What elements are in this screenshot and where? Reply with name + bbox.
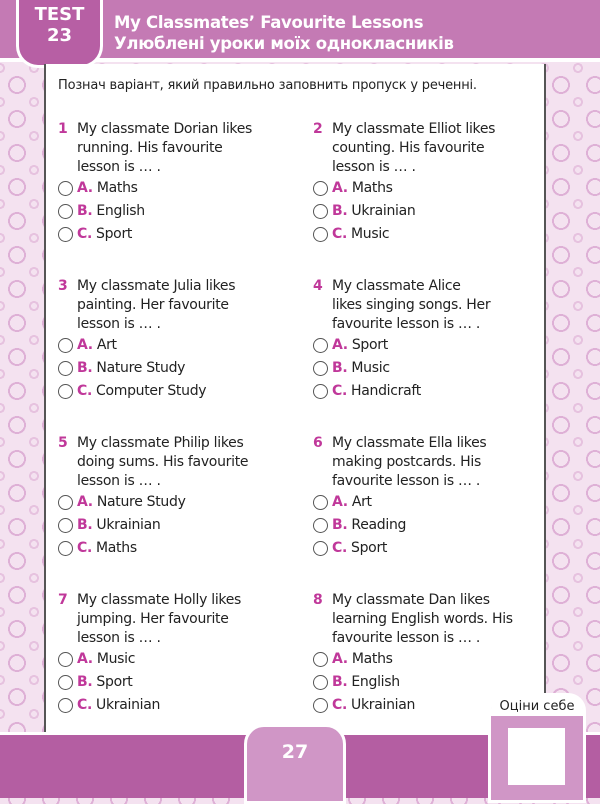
radio-button[interactable] [313, 698, 328, 713]
question-number: 3 [58, 278, 68, 294]
stem-line: My classmate Alice [332, 278, 461, 294]
answer-option[interactable] [313, 223, 543, 246]
option-text: Music [96, 651, 136, 667]
stem-line: lesson is … . [332, 159, 416, 175]
option-text: Nature Study [96, 360, 186, 376]
answer-option[interactable] [313, 491, 543, 514]
stem-line: lesson is … . [77, 316, 161, 332]
stem-line: making postcards. His [332, 454, 481, 470]
option-text: Ukrainian [96, 697, 161, 713]
radio-button[interactable] [58, 698, 73, 713]
radio-button[interactable] [313, 495, 328, 510]
option-letter: A. [332, 337, 348, 353]
stem-line: My classmate Dan likes [332, 592, 490, 608]
option-letter: C. [77, 383, 92, 399]
option-letter: C. [77, 226, 92, 242]
option-letter: A. [77, 337, 93, 353]
answer-option[interactable] [58, 648, 288, 671]
answer-option[interactable] [313, 380, 543, 403]
option-letter: B. [77, 674, 93, 690]
question-stem [313, 277, 543, 334]
question-stem [58, 120, 288, 177]
answer-option[interactable] [313, 357, 543, 380]
page-number: 27 [244, 724, 346, 804]
answer-option[interactable] [58, 177, 288, 200]
option-text: Maths [96, 540, 137, 556]
radio-button[interactable] [313, 675, 328, 690]
answer-option[interactable] [313, 671, 543, 694]
stem-line: My classmate Philip likes [77, 435, 244, 451]
radio-button[interactable] [58, 361, 73, 376]
stem-line: doing sums. His favourite [77, 454, 249, 470]
option-letter: A. [332, 651, 348, 667]
radio-button[interactable] [313, 541, 328, 556]
option-letter: B. [332, 203, 348, 219]
option-text: Maths [351, 180, 393, 196]
option-text: Art [96, 337, 117, 353]
option-letter: A. [77, 180, 93, 196]
option-text: Music [351, 226, 390, 242]
radio-button[interactable] [313, 518, 328, 533]
question-number: 5 [58, 435, 68, 451]
answer-option[interactable] [58, 357, 288, 380]
radio-button[interactable] [58, 518, 73, 533]
question-number: 6 [313, 435, 323, 451]
option-text: Ukrainian [96, 517, 161, 533]
question-stem [313, 120, 543, 177]
option-text: English [351, 674, 400, 690]
stem-line: lesson is … . [77, 473, 161, 489]
radio-button[interactable] [58, 675, 73, 690]
test-label: TEST [34, 4, 85, 25]
stem-line: My classmate Julia likes [77, 278, 236, 294]
answer-option[interactable] [58, 514, 288, 537]
answer-option[interactable] [313, 648, 543, 671]
question-number: 7 [58, 592, 68, 608]
option-text: Music [351, 360, 390, 376]
option-letter: B. [77, 517, 93, 533]
radio-button[interactable] [313, 181, 328, 196]
option-text: Ukrainian [351, 203, 416, 219]
option-letter: C. [332, 540, 347, 556]
stem-line: My classmate Ella likes [332, 435, 487, 451]
stem-line: counting. His favourite [332, 140, 485, 156]
radio-button[interactable] [58, 541, 73, 556]
stem-line: painting. Her favourite [77, 297, 229, 313]
answer-option[interactable] [58, 334, 288, 357]
option-letter: B. [77, 360, 93, 376]
stem-line: My classmate Holly likes [77, 592, 242, 608]
question-stem [313, 591, 543, 648]
answer-option[interactable] [58, 200, 288, 223]
self-assessment-box[interactable] [508, 728, 565, 785]
option-letter: B. [332, 517, 348, 533]
option-text: Art [351, 494, 372, 510]
option-letter: C. [332, 383, 347, 399]
stem-line: favourite lesson is … . [332, 473, 481, 489]
radio-button[interactable] [58, 204, 73, 219]
test-number: 23 [46, 25, 73, 46]
stem-line: lesson is … . [77, 159, 161, 175]
option-text: Maths [96, 180, 138, 196]
option-text: Handicraft [351, 383, 421, 399]
option-text: Reading [351, 517, 407, 533]
stem-line: learning English words. His [332, 611, 513, 627]
option-text: English [96, 203, 145, 219]
question-number: 2 [313, 121, 323, 137]
stem-line: My classmate Dorian likes [77, 121, 253, 137]
self-assessment-label: Оціни себе [491, 695, 583, 716]
question-4 [313, 277, 543, 403]
question-stem [58, 277, 288, 334]
option-letter: C. [332, 226, 347, 242]
option-letter: C. [77, 697, 92, 713]
option-text: Nature Study [96, 494, 186, 510]
radio-button[interactable] [58, 652, 73, 667]
title-ukrainian: Улюблені уроки моїх однокласників [114, 34, 454, 53]
option-text: Maths [351, 651, 393, 667]
stem-line: My classmate Elliot likes [332, 121, 496, 137]
radio-button[interactable] [58, 338, 73, 353]
radio-button[interactable] [313, 361, 328, 376]
answer-option[interactable] [313, 177, 543, 200]
option-letter: A. [77, 651, 93, 667]
option-text: Ukrainian [351, 697, 416, 713]
question-stem [58, 591, 288, 648]
stem-line: likes singing songs. Her [332, 297, 491, 313]
question-2 [313, 120, 543, 246]
stem-line: lesson is … . [77, 630, 161, 646]
option-text: Sport [96, 674, 133, 690]
option-letter: C. [77, 540, 92, 556]
option-text: Sport [351, 337, 388, 353]
radio-button[interactable] [313, 338, 328, 353]
instruction: Познач варіант, який правильно заповнить пропуск у реченні. [58, 78, 477, 93]
option-letter: B. [332, 360, 348, 376]
answer-option[interactable] [313, 537, 543, 560]
answer-option[interactable] [313, 514, 543, 537]
option-letter: A. [332, 180, 348, 196]
test-badge [16, 0, 103, 68]
stem-line: favourite lesson is … . [332, 630, 481, 646]
question-1 [58, 120, 288, 246]
answer-option[interactable] [313, 334, 543, 357]
question-5 [58, 434, 288, 560]
radio-button[interactable] [58, 227, 73, 242]
option-text: Sport [351, 540, 388, 556]
answer-option[interactable] [58, 491, 288, 514]
radio-button[interactable] [58, 181, 73, 196]
option-letter: C. [332, 697, 347, 713]
question-number: 8 [313, 592, 323, 608]
question-stem [58, 434, 288, 491]
radio-button[interactable] [313, 652, 328, 667]
radio-button[interactable] [313, 204, 328, 219]
answer-option[interactable] [58, 671, 288, 694]
page-title [114, 12, 454, 54]
question-3 [58, 277, 288, 403]
option-text: Sport [96, 226, 133, 242]
radio-button[interactable] [313, 227, 328, 242]
answer-option[interactable] [58, 537, 288, 560]
radio-button[interactable] [58, 384, 73, 399]
option-letter: A. [77, 494, 93, 510]
option-text: Computer Study [96, 383, 207, 399]
question-number: 4 [313, 278, 323, 294]
option-letter: B. [332, 674, 348, 690]
stem-line: favourite lesson is … . [332, 316, 481, 332]
option-letter: A. [332, 494, 348, 510]
question-6 [313, 434, 543, 560]
question-7 [58, 591, 288, 717]
radio-button[interactable] [58, 495, 73, 510]
answer-option[interactable] [58, 223, 288, 246]
answer-option[interactable] [58, 694, 288, 717]
answer-option[interactable] [313, 200, 543, 223]
question-number: 1 [58, 121, 68, 137]
question-stem [313, 434, 543, 491]
radio-button[interactable] [313, 384, 328, 399]
stem-line: jumping. Her favourite [77, 611, 229, 627]
title-english: My Classmates’ Favourite Lessons [114, 13, 424, 32]
stem-line: running. His favourite [77, 140, 223, 156]
option-letter: B. [77, 203, 93, 219]
answer-option[interactable] [58, 380, 288, 403]
self-assessment [488, 693, 586, 803]
